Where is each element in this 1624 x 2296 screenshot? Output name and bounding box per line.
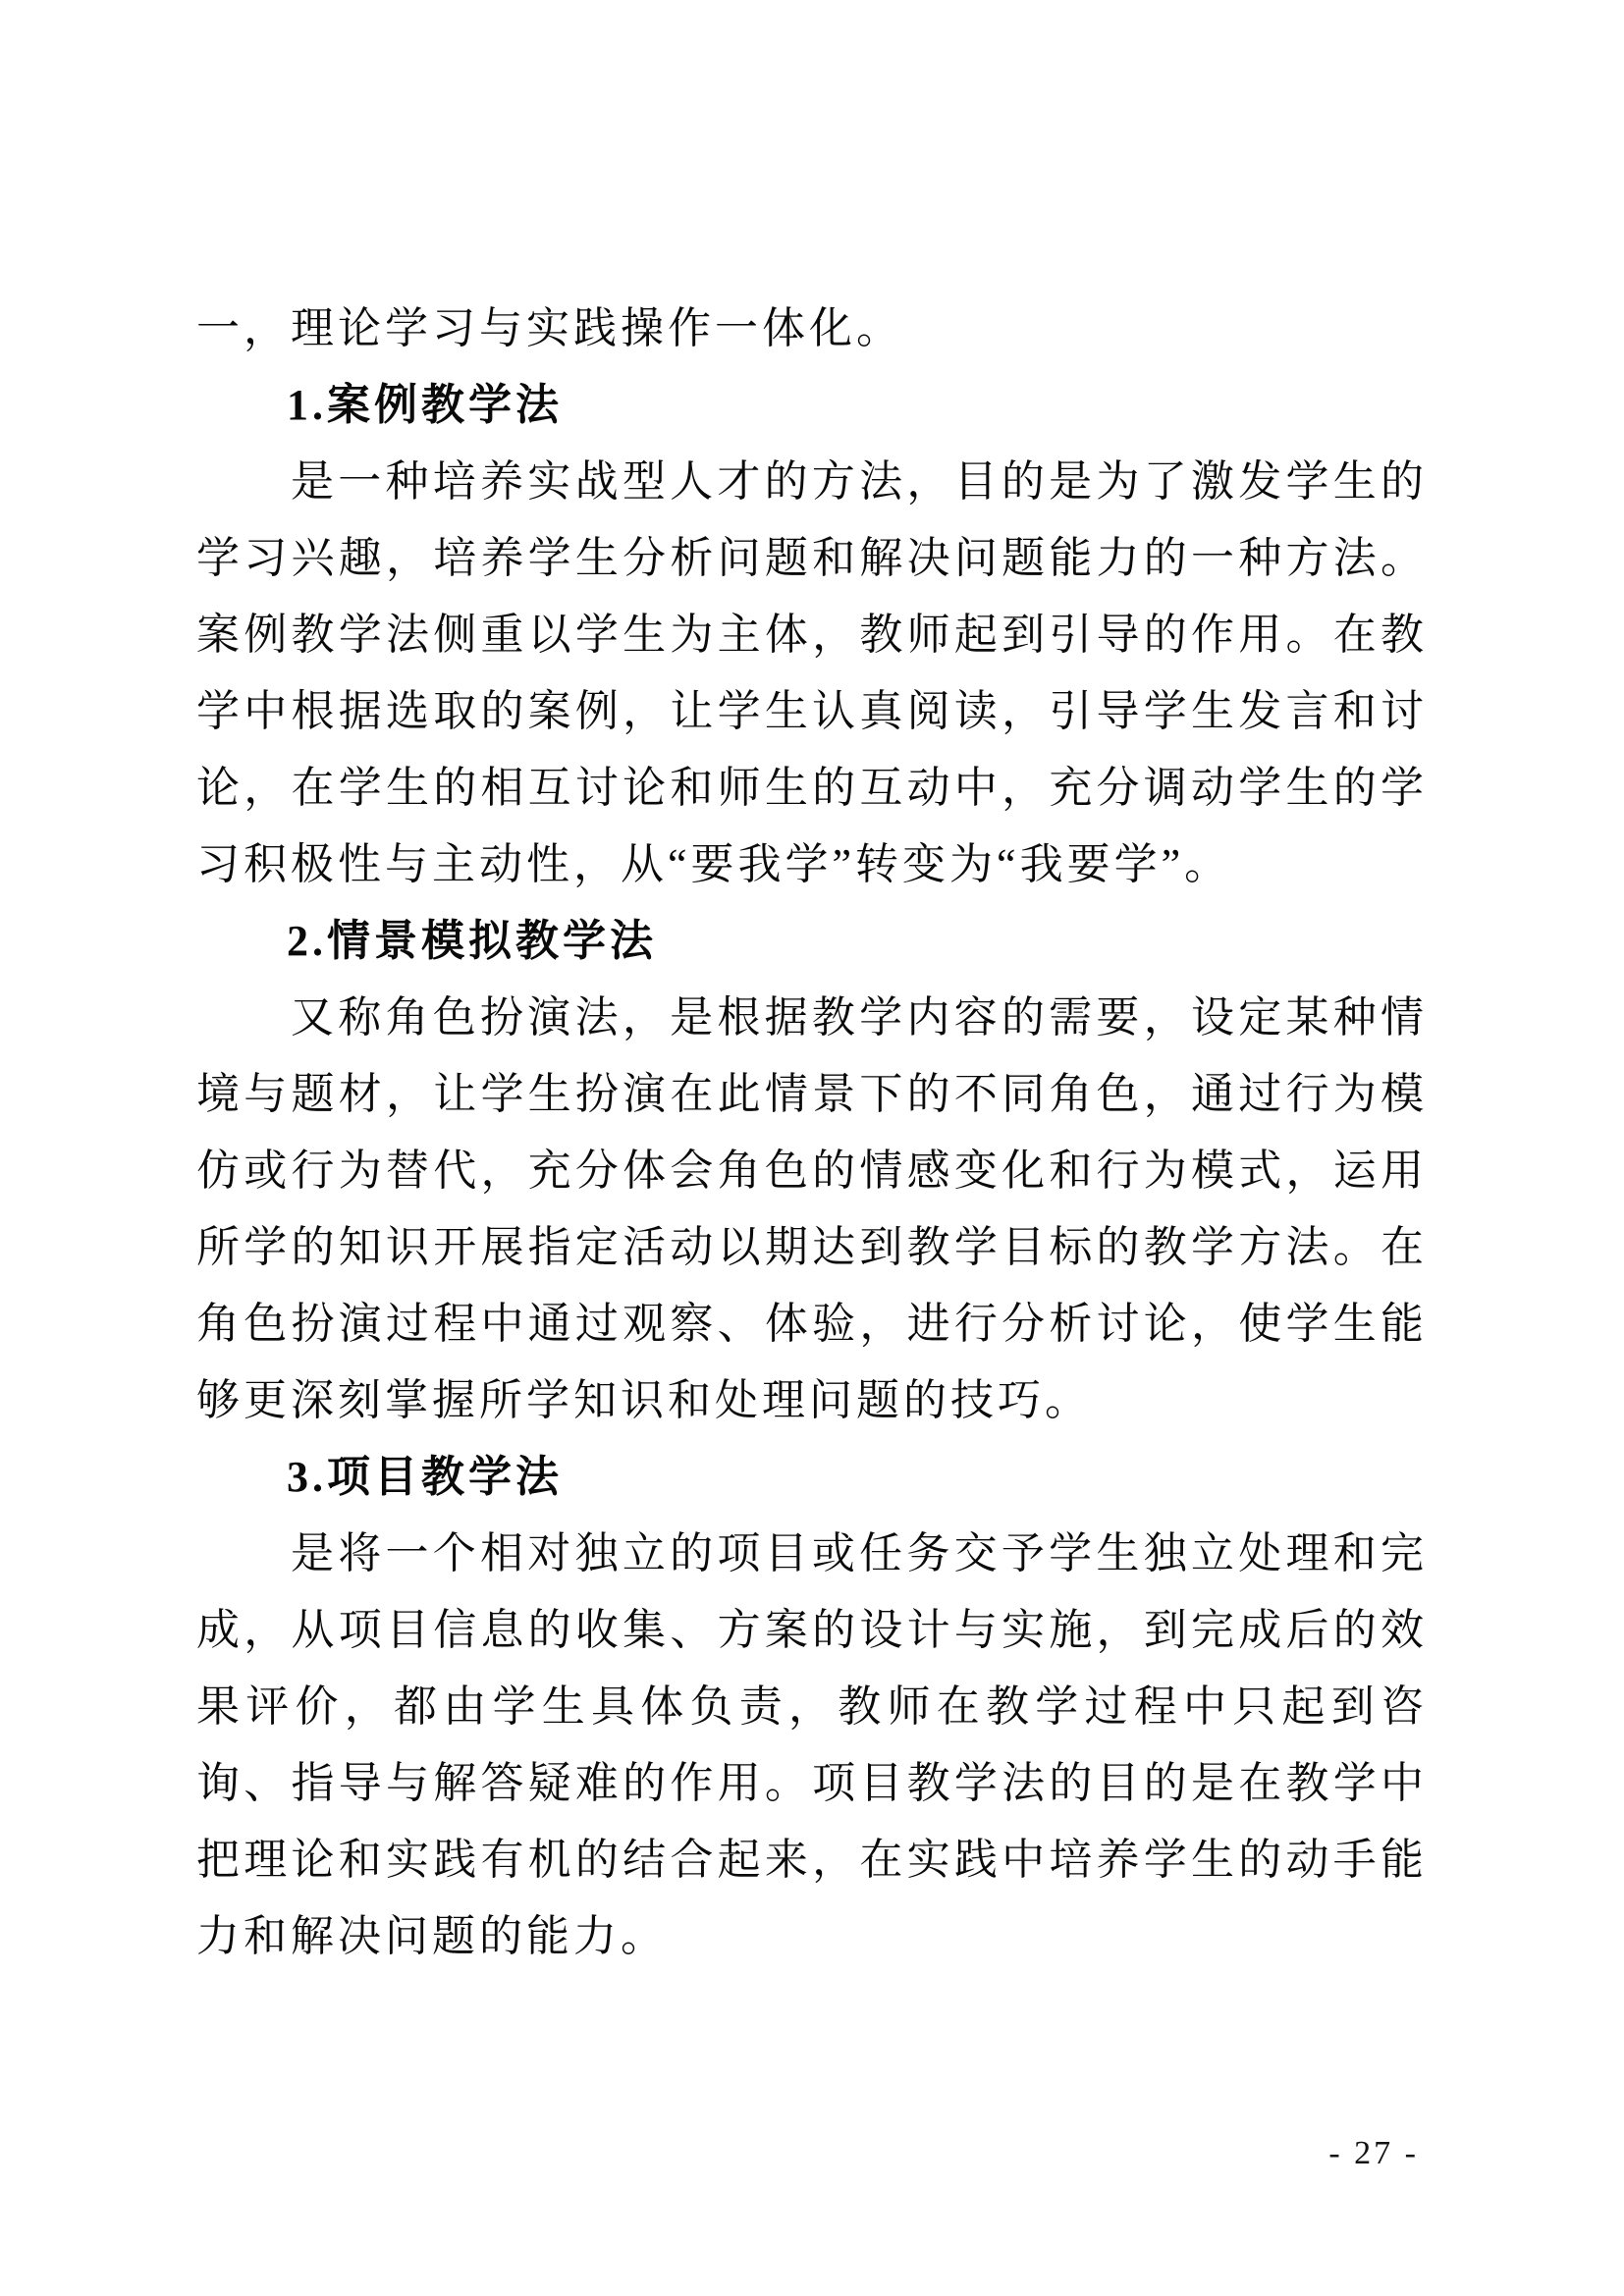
- page-number: - 27 -: [1328, 2135, 1419, 2171]
- paragraph-project-teaching-method: 是将一个相对独立的项目或任务交予学生独立处理和完成，从项目信息的收集、方案的设计与实施，到完成后的效果评价，都由学生具体负责，教师在教学过程中只起到咨询、指导与解答疑难的作用。项目教学法的目的是在教学中把理论和实践有机的结合起来，在实践中培养学生的动手能力和解决问题的能力。: [196, 1529, 1428, 1960]
- paragraph-case-teaching-method: 是一种培养实战型人才的方法，目的是为了激发学生的学习兴趣，培养学生分析问题和解决问题能力的一种方法。案例教学法侧重以学生为主体，教师起到引导的作用。在教学中根据选取的案例，让学生认真阅读，引导学生发言和讨论，在学生的相互讨论和师生的互动中，充分调动学生的学习积极性与主动性，从“要我学”转变为“我要学”。: [196, 457, 1428, 888]
- heading-project-teaching-method: 3.项目教学法: [287, 1453, 563, 1501]
- intro-line: 一，理论学习与实践操作一体化。: [196, 304, 903, 352]
- document-content: [196, 291, 1428, 1975]
- paragraph-scenario-simulation-method: 又称角色扮演法，是根据教学内容的需要，设定某种情境与题材，让学生扮演在此情景下的不同角色，通过行为模仿或行为替代，充分体会角色的情感变化和行为模式，运用所学的知识开展指定活动以期达到教学目标的教学方法。在角色扮演过程中通过观察、体验，进行分析讨论，使学生能够更深刻掌握所学知识和处理问题的技巧。: [196, 993, 1428, 1424]
- heading-scenario-simulation-method: 2.情景模拟教学法: [287, 917, 657, 965]
- heading-case-teaching-method: 1.案例教学法: [287, 381, 563, 429]
